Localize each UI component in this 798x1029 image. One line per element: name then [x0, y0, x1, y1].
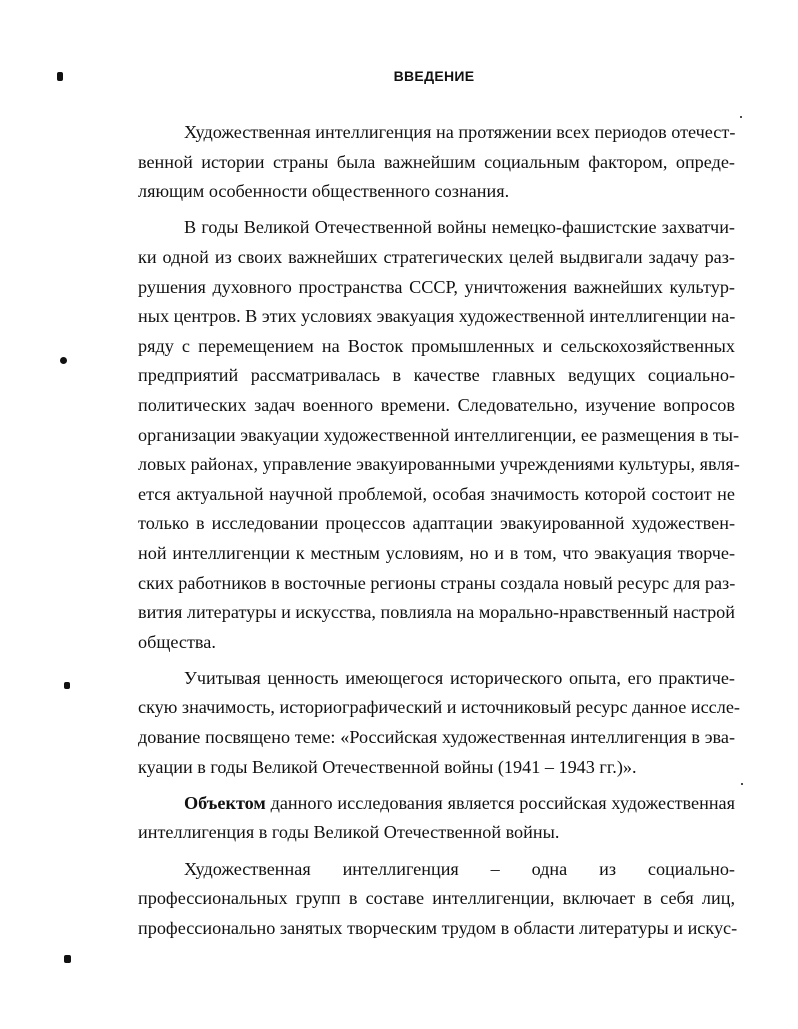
text-line: Художественная интеллигенция на протяжении всех периодов отечест-	[184, 122, 736, 142]
text-line: ной интеллигенции к местным условиям, но и в том, что эвакуация творче-	[138, 542, 735, 563]
text-line: организации эвакуации художественной интеллигенции, ее размещения в ты-	[138, 424, 740, 445]
scan-mark	[60, 357, 67, 364]
text-line: профессионально занятых творческим трудом в области литературы и искус-	[138, 917, 738, 938]
text-line: куации в годы Великой Отечественной войны (1941 – 1943 гг.)».	[138, 756, 637, 777]
text-line: профессиональных групп в составе интеллигенции, включает в себя лиц,	[138, 888, 735, 909]
text-line: общества.	[138, 631, 216, 652]
text-line: ляющим особенности общественного сознания.	[138, 181, 510, 202]
text-line: предприятий рассматривалась в качестве главных ведущих социально-	[138, 365, 735, 386]
scan-mark	[64, 955, 71, 963]
text-line: ряду с перемещением на Восток промышленных и сельскохозяйственных	[138, 335, 735, 356]
text-line: В годы Великой Отечественной войны немецко-фашистские захватчи-	[184, 217, 735, 238]
text-line: ки одной из своих важнейших стратегических целей выдвигали задачу раз-	[138, 246, 735, 267]
text-line: политических задач военного времени. Следовательно, изучение вопросов	[138, 394, 735, 415]
paragraph-3	[138, 664, 740, 782]
text-line: ских работников в восточные регионы страны создала новый ресурс для раз-	[138, 572, 736, 593]
text-line: вития литературы и искусства, повлияла на морально-нравственный настрой	[138, 602, 735, 623]
document-body	[138, 118, 740, 943]
text-line: Художественная интеллигенция – одна из социально-	[184, 858, 735, 879]
object-term: Объектом	[184, 792, 266, 813]
text-line: рушения духовного пространства СССР, уничтожения важнейших культур-	[138, 276, 735, 297]
text-line: скую значимость, историографический и источниковый ресурс данное иссле-	[138, 697, 740, 718]
text-line: дование посвящено теме: «Российская художественная интеллигенция в эва-	[138, 727, 735, 748]
scan-mark	[64, 682, 70, 689]
scan-dot	[740, 116, 742, 118]
paragraph-1	[138, 118, 735, 207]
scan-dot	[741, 783, 743, 785]
text-line: ных центров. В этих условиях эвакуация художественной интеллигенции на-	[138, 306, 736, 327]
text-line	[138, 789, 735, 819]
text-line: ется актуальной научной проблемой, особая значимость которой состоит не	[138, 483, 735, 504]
text-line: Учитывая ценность имеющегося исторического опыта, его практиче-	[184, 667, 735, 688]
paragraph-5	[138, 855, 738, 944]
text-line: интеллигенция в годы Великой Отечественной войны.	[138, 822, 560, 843]
scan-mark	[57, 72, 63, 81]
text-line: венной истории страны была важнейшим социальным фактором, опреде-	[138, 151, 735, 172]
page-title: ВВЕДЕНИЕ	[393, 68, 475, 84]
text-line: только в исследовании процессов адаптации эвакуированной художествен-	[138, 513, 735, 534]
text-line: ловых районах, управление эвакуированными учреждениями культуры, явля-	[138, 454, 740, 475]
paragraph-4	[138, 789, 735, 848]
text-fragment: данного исследования является российская художественная	[265, 792, 735, 813]
paragraph-2	[138, 213, 740, 657]
